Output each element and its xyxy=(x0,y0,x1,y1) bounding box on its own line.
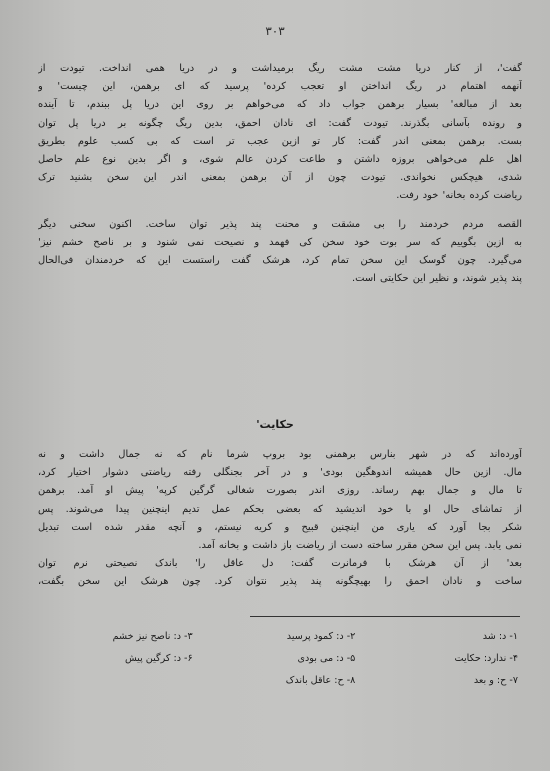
text-line: تا مال و جمال بهم رساند. روزی اندر بصورت شغالی گرگین کرپه' پیش او آمد. برهمن xyxy=(38,485,522,497)
text-line: آورده‌اند که در شهر بنارس برهمنی بود بروپ شرما نام که نه جمال داشت و نه xyxy=(38,449,522,460)
text-line: پند پذیر شوند، و نظیر این حکایتی است. xyxy=(352,273,522,285)
footnote-divider xyxy=(250,616,520,617)
paragraph-1-block xyxy=(38,60,522,288)
text-line: بست. برهمن بمعنی اندر گفت: کار تو ازین عجب تر است که بی کسب علوم بطریق xyxy=(38,135,522,147)
text-line: ساخت و نادان احمق را بهیچگونه پند پذیر نتوان کرد. چون هرشک این سخن بگفت، xyxy=(38,576,522,588)
text-line: ریاضت کرده بخانه' خود رفت. xyxy=(396,190,522,202)
paragraph-3-block xyxy=(38,446,522,592)
footnote: ۶- د: کرگین پیش xyxy=(124,653,193,664)
text-line: القصه مردم خردمند را بی مشقت و محنت پند پذیر توان ساخت. اکنون سخنی دیگر xyxy=(38,218,522,230)
footnote: ۱- د: شد xyxy=(482,631,518,642)
footnote: ۳- د: ناصح نیز خشم xyxy=(112,631,193,642)
footnote xyxy=(36,670,199,692)
text-line: گفت'، از کنار دریا مشت مشت ریگ برمیداشت و در دریا همی انداخت. تیودت از xyxy=(38,63,522,74)
text-line: می‌گیرد. چون گوسک این سخن تمام کرد، هرشک گفت راستست این که خردمندان فی‌الحال xyxy=(38,254,522,266)
footnote: ۷- ح: و بعد xyxy=(473,675,518,686)
text-line: از تماشای حال او با خود اندیشید که بعضی بحکم عمل تدیم اینچنین پیدا می‌شوند. پس xyxy=(38,503,522,515)
text-line: شدی، هیچکس نخواندی. تیودت چون از آن برهمن بمعنی اندر این سخن بشنید ترک xyxy=(38,172,522,184)
text-line: شکر بجا آورد که یاری من اینچنین قبیح و کریه نیستم، و آنچه مقدر شده است تبدیل xyxy=(38,521,522,533)
text-line: مال. ازین حال همیشه اندوهگین بودی' و در آخر بجنگلی رفته ریاضتی دشوار اختیار کرد، xyxy=(38,467,522,479)
text-line: به ازین بگوییم که سر بوت خود سخن کی فهمد و نصیحت نمی شنود و بر ناصح خشم نیز' xyxy=(38,236,522,248)
text-line: بعد' از آن هرشک با فرمانرت گفت: دل عاقل را' باندک نصیحتی نرم توان xyxy=(38,558,522,570)
footnote: ۴- ندارد: حکایت xyxy=(454,653,518,664)
footnote-row xyxy=(36,670,524,692)
text-line: آنهمه اهتمام در ریگ انداختن او تعجب کرده' پرسید که ای برهمن، این چیست' و xyxy=(38,81,522,93)
footnote: ۵- د: می بودی xyxy=(297,653,356,664)
footnote: ۸- ح: عاقل باندک xyxy=(285,675,356,686)
section-heading: حکایت' xyxy=(256,418,294,431)
text-line: نمی یابد. پس این سخن مقرر ساخته دست از ریاضت باز داشت و بخانه آمد. xyxy=(198,539,522,551)
footnotes xyxy=(36,626,524,692)
text-line: اهل علم می‌خواهی بروزه داشتن و طاعت کردن عالم شوی، و اگر بدین نوع علم حاصل xyxy=(38,153,522,165)
footnote: ۲- د: کمود پرسید xyxy=(286,631,356,642)
text-line: بعد از مبالغه' بسیار برهمن جواب داد که می‌خواهم بر روی این دریا پل ببندم، تا آینده xyxy=(38,99,522,111)
page-number: ۳۰۳ xyxy=(265,24,285,38)
footnote-row xyxy=(36,648,524,670)
footnote-row xyxy=(36,626,524,648)
text-line: و رونده بآسانی بگذرند. تیودت گفت: ای نادان احمق، بدین ریگ چگونه بر دریا پل توان xyxy=(38,117,522,129)
